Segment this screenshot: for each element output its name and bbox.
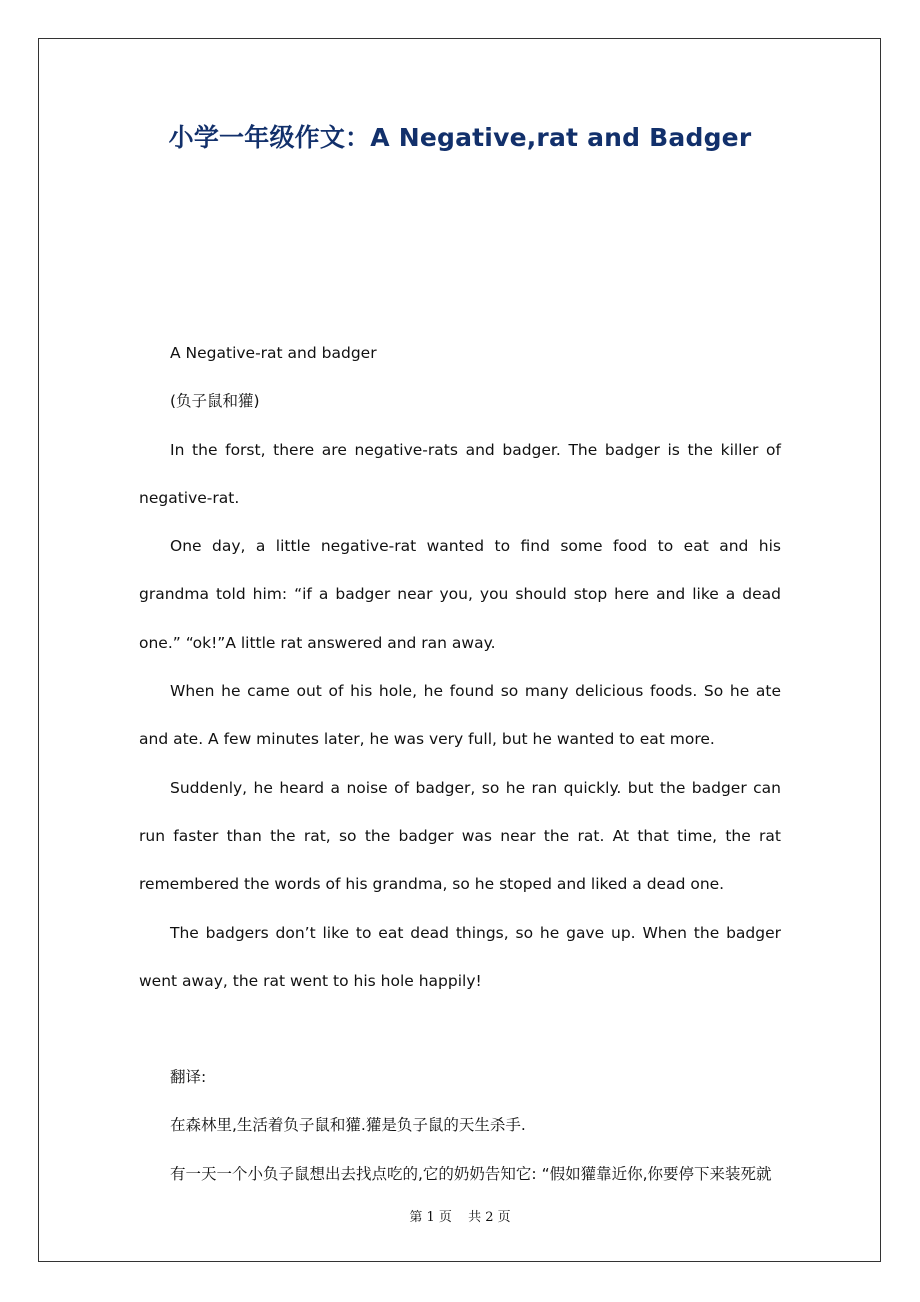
page-number: 第 1 页 <box>409 1210 452 1225</box>
paragraph: One day, a little negative-rat wanted to find some food to eat and his grandma told him: “if a badger near you, you should stop here and like a dead one.” “ok!”A little rat answered and ran away. <box>139 537 781 652</box>
paragraph-heading: A Negative-rat and badger <box>170 344 377 362</box>
translation-label: 翻译: <box>170 1068 207 1087</box>
page-footer <box>0 1206 920 1225</box>
paragraph: The badgers don’t like to eat dead things, so he gave up. When the badger went away, the rat went to his hole happily! <box>139 923 781 990</box>
paragraph: Suddenly, he heard a noise of badger, so he ran quickly. but the badger can run faster than the rat, so the badger was near the rat. At that time, the rat remembered the words of his grandma, so he stoped and liked a dead one. <box>139 778 781 894</box>
page-total: 共 2 页 <box>468 1210 511 1225</box>
paragraph: In the forst, there are negative-rats and badger. The badger is the killer of negative-rat. <box>139 440 781 507</box>
paragraph: When he came out of his hole, he found so many delicious foods. So he ate and ate. A few minutes later, he was very full, but he wanted to eat more. <box>139 682 781 749</box>
translation-paragraph: 在森林里,生活着负子鼠和獾.獾是负子鼠的天生杀手. <box>170 1116 526 1135</box>
document-title: 小学一年级作文：A Negative,rat and Badger <box>168 123 752 152</box>
translation-paragraph: 有一天一个小负子鼠想出去找点吃的,它的奶奶告知它: “假如獾靠近你,你要停下来装死就 <box>170 1164 772 1183</box>
document-body <box>139 329 781 1198</box>
paragraph-subheading: (负子鼠和獾) <box>170 392 260 411</box>
